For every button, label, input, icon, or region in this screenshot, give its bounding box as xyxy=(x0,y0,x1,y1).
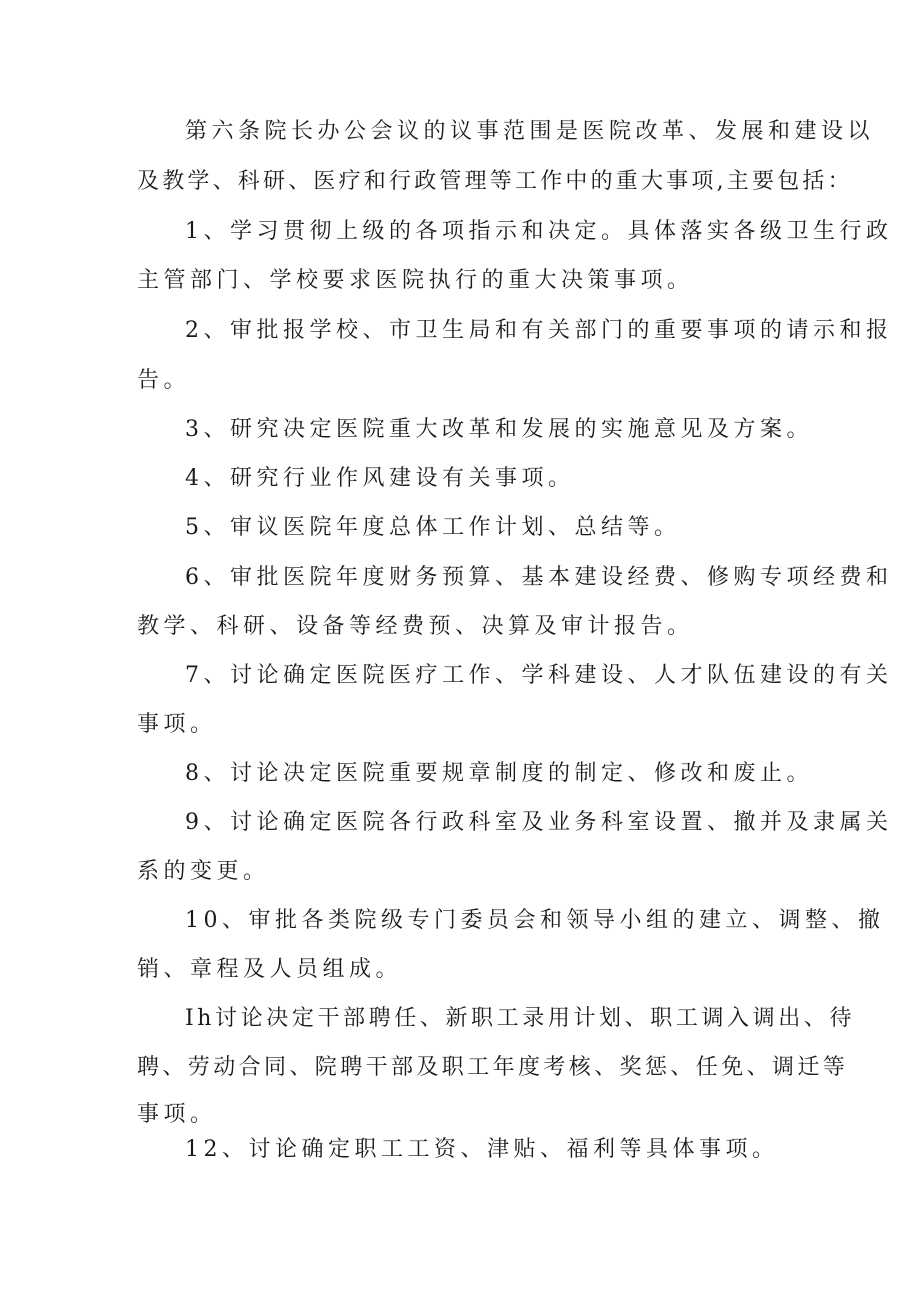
paragraph-8-line-2: 事项。 xyxy=(137,712,217,737)
paragraph-12-line-2: 聘、劳动合同、院聘干部及职工年度考核、奖惩、任免、调迁等 xyxy=(137,1055,849,1080)
paragraph-7-line-1: 6、审批医院年度财务预算、基本建设经费、修购专项经费和 xyxy=(185,565,893,590)
paragraph-1-line-2: 及教学、科研、医疗和行政管理等工作中的重大事项,主要包括： xyxy=(137,169,853,194)
paragraph-10-line-2: 系的变更。 xyxy=(137,859,270,884)
paragraph-12-line-3: 事项。 xyxy=(137,1102,217,1127)
paragraph-9-line-1: 8、讨论决定医院重要规章制度的制定、修改和废止。 xyxy=(185,761,813,786)
paragraph-2-line-2: 主管部门、学校要求医院执行的重大决策事项。 xyxy=(137,268,694,293)
paragraph-7-line-2: 教学、科研、设备等经费预、决算及审计报告。 xyxy=(137,614,694,639)
paragraph-12-line-1: Ih讨论决定干部聘任、新职工录用计划、职工调入调出、待 xyxy=(185,1006,856,1031)
paragraph-3-line-1: 2、审批报学校、市卫生局和有关部门的重要事项的请示和报 xyxy=(185,318,893,343)
paragraph-13-line-1: 12、讨论确定职工工资、津贴、福利等具体事项。 xyxy=(185,1137,779,1162)
paragraph-4-line-1: 3、研究决定医院重大改革和发展的实施意见及方案。 xyxy=(185,417,813,442)
paragraph-5-line-1: 4、研究行业作风建设有关事项。 xyxy=(185,466,575,491)
paragraph-10-line-1: 9、讨论确定医院各行政科室及业务科室设置、撤并及隶属关 xyxy=(185,810,893,835)
paragraph-1-line-1: 第六条院长办公会议的议事范围是医院改革、发展和建设以 xyxy=(185,119,875,144)
paragraph-6-line-1: 5、审议医院年度总体工作计划、总结等。 xyxy=(185,515,681,540)
paragraph-11-line-2: 销、章程及人员组成。 xyxy=(137,957,403,982)
paragraph-11-line-1: 10、审批各类院级专门委员会和领导小组的建立、调整、撤 xyxy=(185,908,885,933)
paragraph-2-line-1: 1、学习贯彻上级的各项指示和决定。具体落实各级卫生行政 xyxy=(185,219,893,244)
paragraph-8-line-1: 7、讨论确定医院医疗工作、学科建设、人才队伍建设的有关 xyxy=(185,663,893,688)
paragraph-3-line-2: 告。 xyxy=(137,368,191,393)
